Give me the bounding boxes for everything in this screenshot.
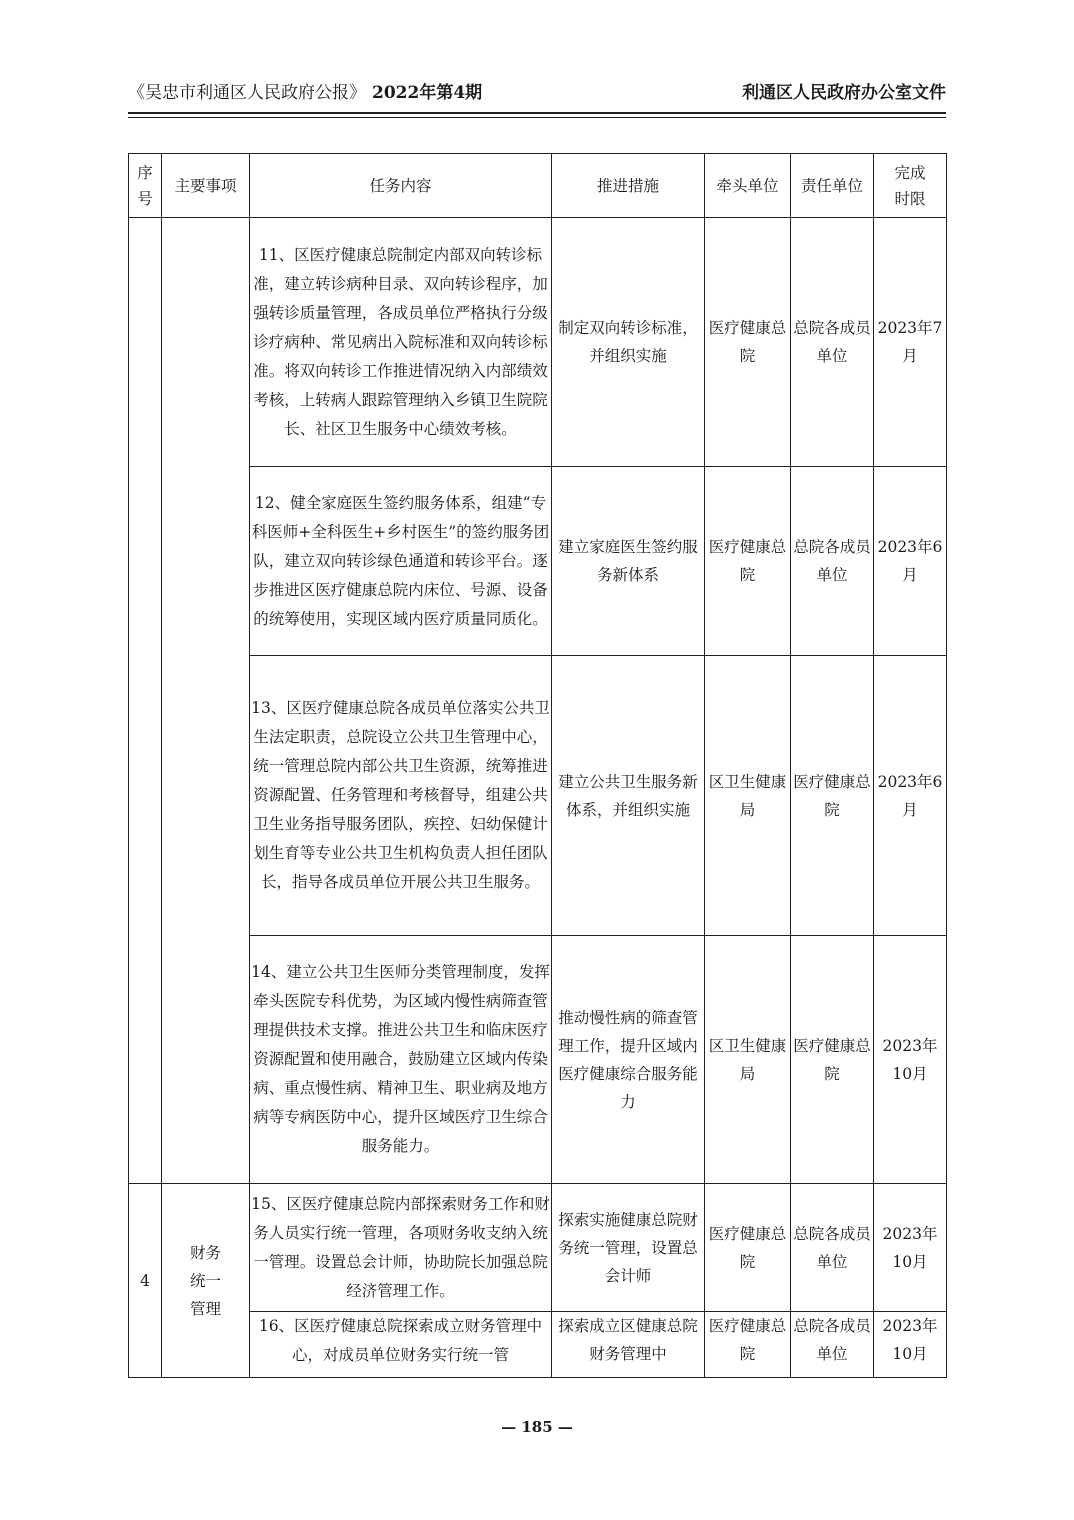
table-header-row bbox=[129, 154, 947, 218]
measures-cell: 制定双向转诊标准，并组织实施 bbox=[552, 218, 705, 467]
col-header-main-item: 主要事项 bbox=[162, 154, 250, 218]
page-number: — 185 — bbox=[501, 1418, 573, 1436]
issue-number: 2022年第4期 bbox=[372, 83, 483, 103]
measures-cell: 建立公共卫生服务新体系，并组织实施 bbox=[552, 656, 705, 936]
deadline-cell: 2023年10月 bbox=[874, 936, 947, 1184]
deadline-cell: 2023年10月 bbox=[874, 1184, 947, 1312]
lead-cell: 区卫生健康局 bbox=[705, 656, 791, 936]
measures-cell: 探索实施健康总院财务统一管理，设置总会计师 bbox=[552, 1184, 705, 1312]
table-row bbox=[129, 467, 947, 656]
lead-cell: 医疗健康总院 bbox=[705, 1312, 791, 1378]
task-cell: 16、区医疗健康总院探索成立财务管理中心，对成员单位财务实行统一管 bbox=[250, 1312, 552, 1378]
measures-cell: 推动慢性病的筛查管理工作，提升区域内医疗健康综合服务能力 bbox=[552, 936, 705, 1184]
header-publication bbox=[128, 78, 482, 108]
header-rule-thin bbox=[128, 117, 946, 118]
task-cell: 13、区医疗健康总院各成员单位落实公共卫生法定职责，总院设立公共卫生管理中心，统一管理总院内部公共卫生资源，统筹推进资源配置、任务管理和考核督导，组建公共卫生业务指导服务团队，疾控、妇幼保健计划生育等专业公共卫生机构负责人担任团队长，指导各成员单位开展公共卫生服务。 bbox=[250, 656, 552, 936]
col-header-measures: 推进措施 bbox=[552, 154, 705, 218]
task-cell: 11、区医疗健康总院制定内部双向转诊标准，建立转诊病种目录、双向转诊程序，加强转诊质量管理，各成员单位严格执行分级诊疗病种、常见病出入院标准和双向转诊标准。将双向转诊工作推进情况纳入内部绩效考核，上转病人跟踪管理纳入乡镇卫生院院长、社区卫生服务中心绩效考核。 bbox=[250, 218, 552, 467]
col-header-task: 任务内容 bbox=[250, 154, 552, 218]
task-cell: 14、建立公共卫生医师分类管理制度，发挥牵头医院专科优势，为区域内慢性病筛查管理提供技术支撑。推进公共卫生和临床医疗资源配置和使用融合，鼓励建立区域内传染病、重点慢性病、精神卫生、职业病及地方病等专病医防中心，提升区域医疗卫生综合服务能力。 bbox=[250, 936, 552, 1184]
task-cell: 12、健全家庭医生签约服务体系，组建“专科医师+全科医生+乡村医生”的签约服务团队，建立双向转诊绿色通道和转诊平台。逐步推进区医疗健康总院内床位、号源、设备的统筹使用，实现区域内医疗质量同质化。 bbox=[250, 467, 552, 656]
main-item-cell: 财务统一管理 bbox=[162, 1184, 250, 1378]
measures-cell: 探索成立区健康总院财务管理中 bbox=[552, 1312, 705, 1378]
task-table bbox=[128, 153, 947, 1378]
header-office: 利通区人民政府办公室文件 bbox=[742, 83, 946, 103]
responsible-cell: 总院各成员单位 bbox=[791, 1184, 874, 1312]
lead-cell: 医疗健康总院 bbox=[705, 218, 791, 467]
table-row bbox=[129, 1184, 947, 1312]
col-header-seq: 序号 bbox=[129, 154, 162, 218]
lead-cell: 区卫生健康局 bbox=[705, 936, 791, 1184]
deadline-cell: 2023年7月 bbox=[874, 218, 947, 467]
responsible-cell: 医疗健康总院 bbox=[791, 656, 874, 936]
responsible-cell: 医疗健康总院 bbox=[791, 936, 874, 1184]
lead-cell: 医疗健康总院 bbox=[705, 467, 791, 656]
publication-title: 《吴忠市利通区人民政府公报》 bbox=[128, 83, 366, 103]
task-cell: 15、区医疗健康总院内部探索财务工作和财务人员实行统一管理，各项财务收支纳入统一管理。设置总会计师，协助院长加强总院经济管理工作。 bbox=[250, 1184, 552, 1312]
main-item-cell-empty bbox=[162, 218, 250, 1184]
table-row bbox=[129, 218, 947, 467]
col-header-lead: 牵头单位 bbox=[705, 154, 791, 218]
page-header bbox=[128, 78, 946, 108]
deadline-cell: 2023年10月 bbox=[874, 1312, 947, 1378]
table-row bbox=[129, 656, 947, 936]
deadline-cell: 2023年6月 bbox=[874, 656, 947, 936]
header-rule-thick bbox=[128, 112, 946, 114]
lead-cell: 医疗健康总院 bbox=[705, 1184, 791, 1312]
table-row bbox=[129, 936, 947, 1184]
measures-cell: 建立家庭医生签约服务新体系 bbox=[552, 467, 705, 656]
seq-cell-empty bbox=[129, 218, 162, 1184]
col-header-deadline: 完成时限 bbox=[874, 154, 947, 218]
deadline-cell: 2023年6月 bbox=[874, 467, 947, 656]
responsible-cell: 总院各成员单位 bbox=[791, 1312, 874, 1378]
responsible-cell: 总院各成员单位 bbox=[791, 218, 874, 467]
table-row bbox=[129, 1312, 947, 1378]
col-header-responsible: 责任单位 bbox=[791, 154, 874, 218]
responsible-cell: 总院各成员单位 bbox=[791, 467, 874, 656]
seq-cell: 4 bbox=[129, 1184, 162, 1378]
